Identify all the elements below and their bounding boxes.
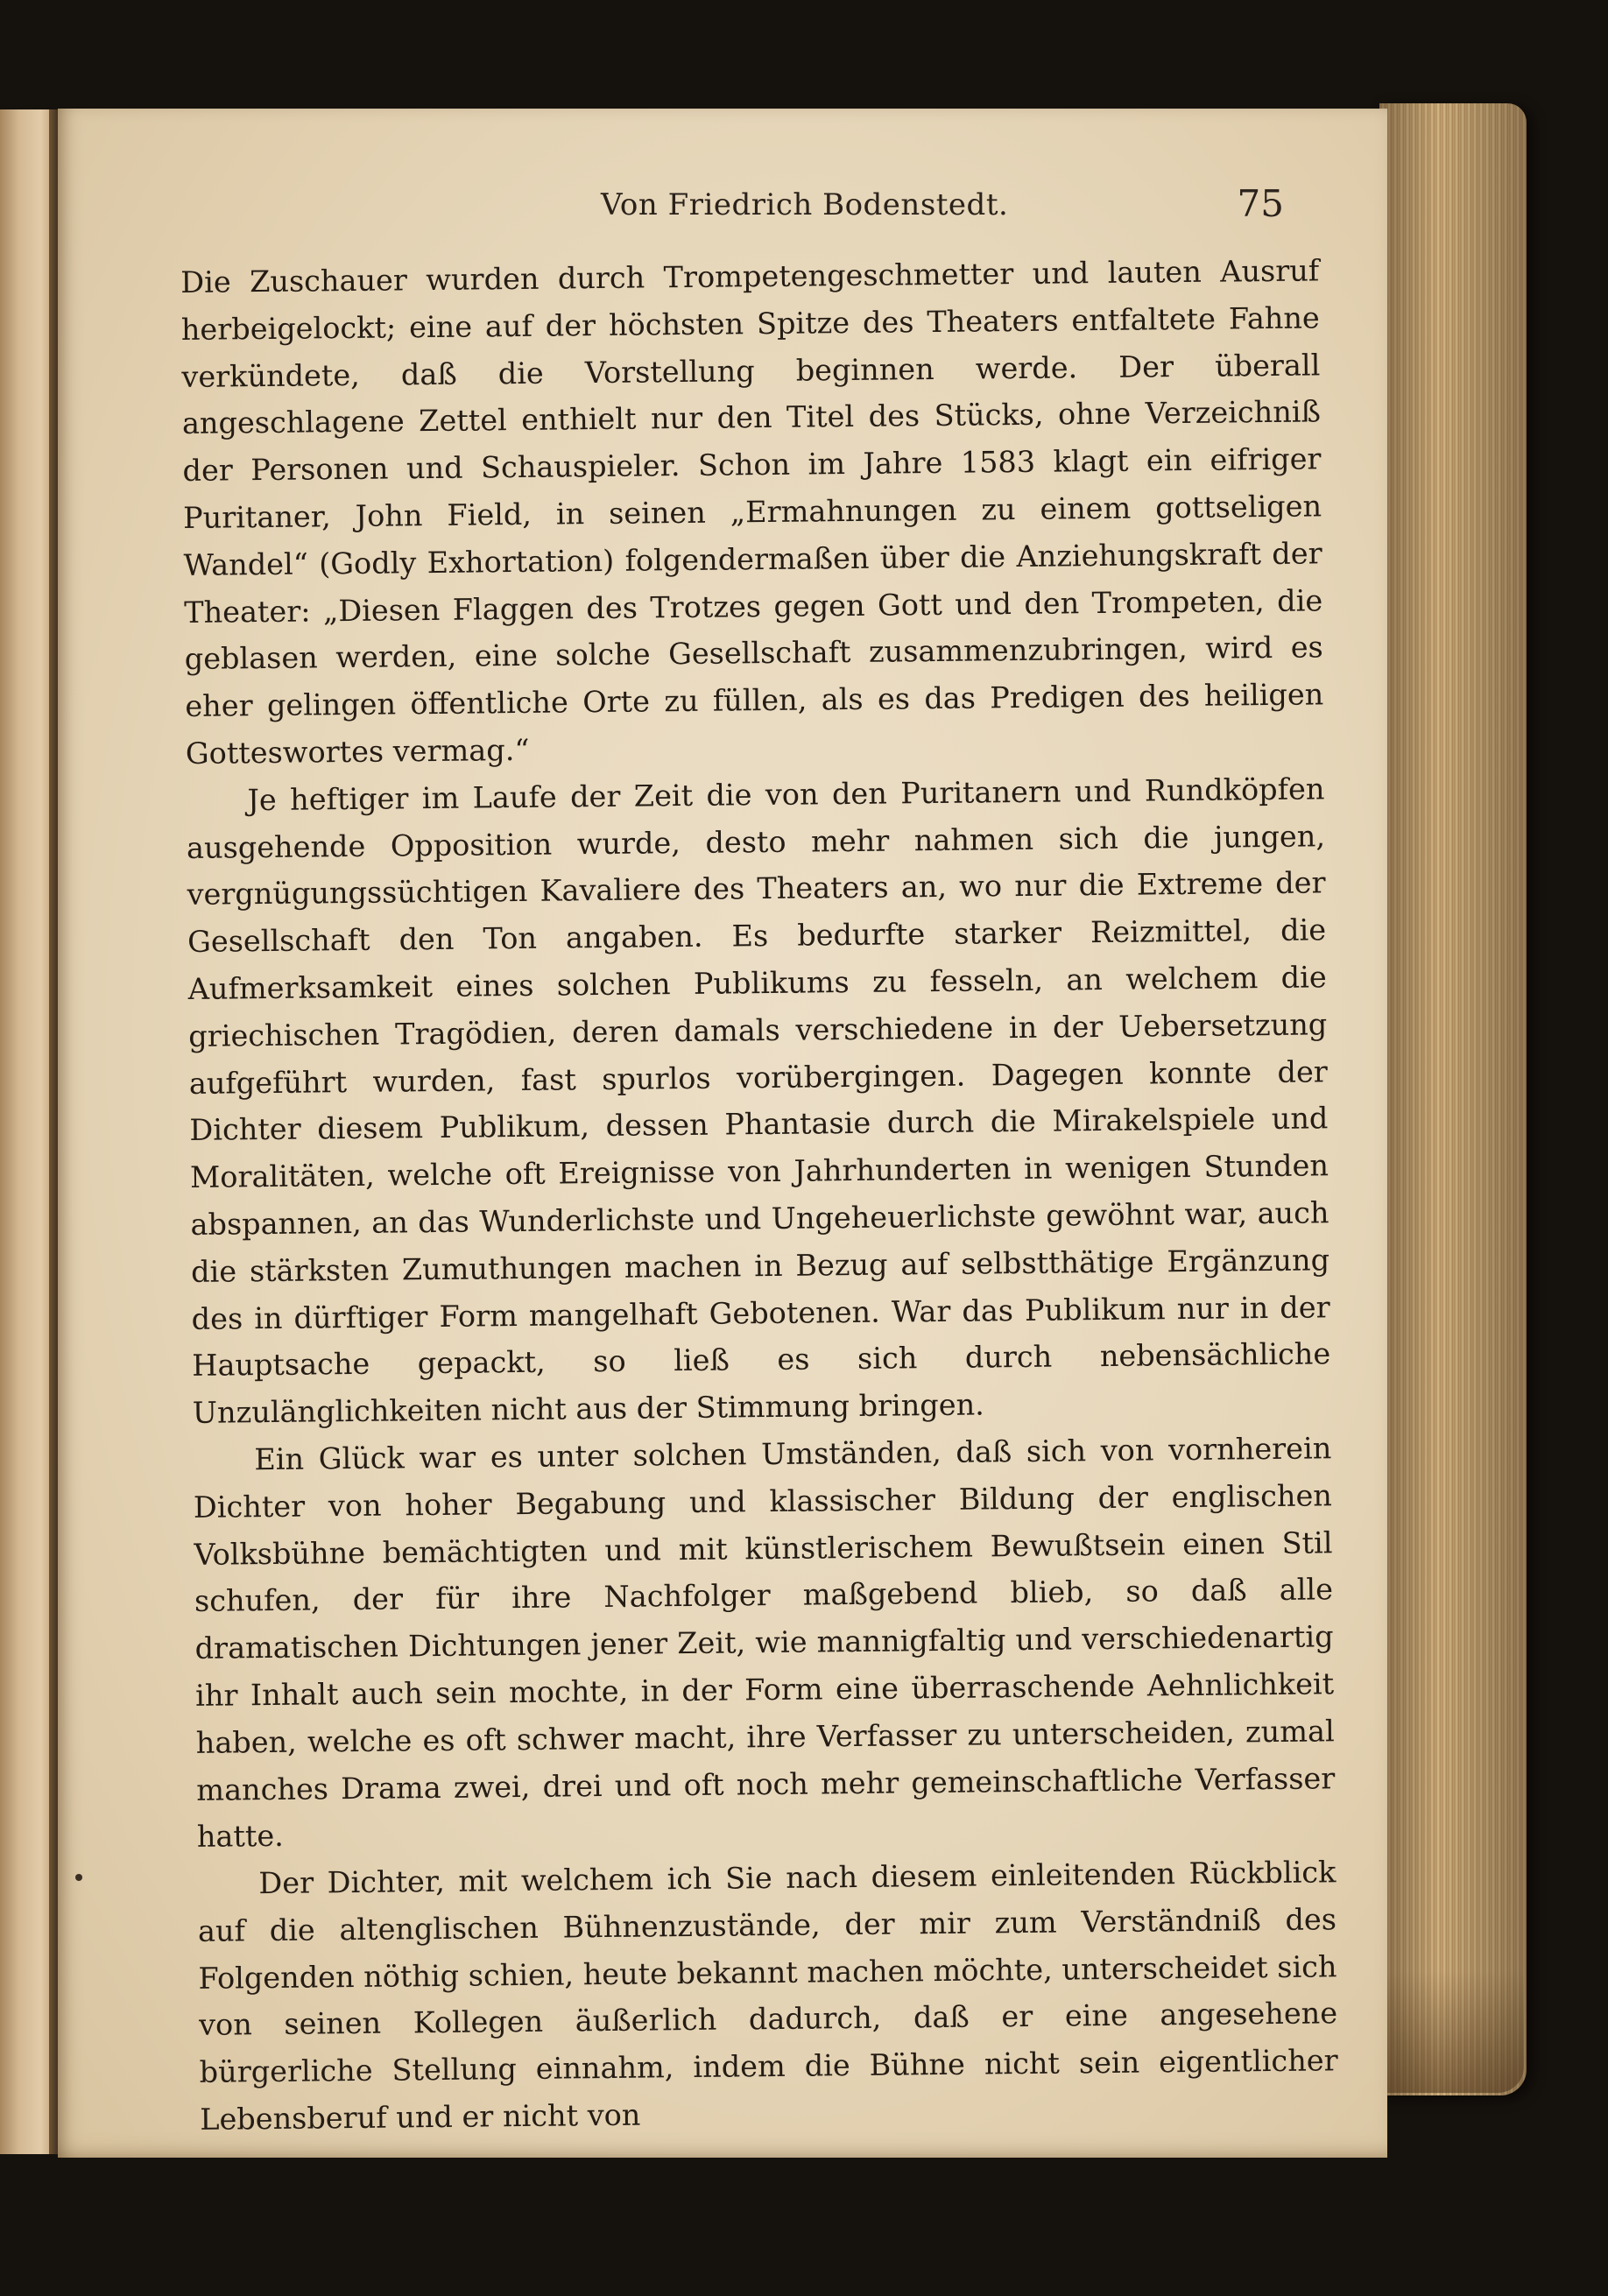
running-head: Von Friedrich Bodenstedt. bbox=[601, 187, 1009, 222]
book-page bbox=[58, 109, 1387, 2158]
paragraph-3: Ein Glück war es unter solchen Umständen, daß sich von vornherein Dichter von hoher Begabung und klassischer Bildung der englischen Volksbühne bemächtigten und mit künstlerischem Bewußtsein einen Stil schufen, der für ihre Nachfolger maßgebend blieb, so daß alle dramatischen Dichtungen jener Zeit, wie mannigfaltig und verschiedenartig ihr Inhalt auch sein mochte, in der Form eine überraschende Aehnlichkeit haben, welche es oft schwer macht, ihre Verfasser zu unterscheiden, zumal manches Drama zwei, drei und oft noch mehr gemeinschaftliche Verfasser hatte. bbox=[193, 1431, 1336, 1855]
paragraph-2: Je heftiger im Laufe der Zeit die von den Puritanern und Rundköpfen ausgehende Opposition wurde, desto mehr nahmen sich die jungen, vergnügungssüchtigen Kavaliere des Theaters an, wo nur die Extreme der Gesellschaft den Ton angaben. Es bedurfte starker Reizmittel, die Aufmerksamkeit eines solchen Publikums zu fesseln, an welchem die griechischen Tragödien, deren damals verschiedene in der Uebersetzung aufgeführt wurden, fast spurlos vorübergingen. Dagegen konnte der Dichter diesem Publikum, dessen Phantasie durch die Mirakelspiele und Moralitäten, welche oft Ereignisse von Jahrhunderten in wenigen Stunden abspannen, an das Wunderlichste und Ungeheuerlichste gewöhnt war, auch die stärksten Zumuthungen machen in Bezug auf selbstthätige Ergänzung des in dürftiger Form mangelhaft Gebotenen. War das Publikum nur in der Hauptsache gepackt, so ließ es sich durch nebensächliche Unzulänglichkeiten nicht aus der Stimmung bringen. bbox=[186, 771, 1331, 1431]
page-block-shade bbox=[1379, 103, 1527, 2095]
paragraph-4: Der Dichter, mit welchem ich Sie nach diesem einleitenden Rückblick auf die altenglischen Bühnenzustände, der mir zum Verständniß des Folgenden nöthig schien, heute bekannt machen möchte, unterscheidet sich von seinen Kollegen äußerlich dadurch, daß er eine angesehene bürgerliche Stellung einnahm, indem die Bühne nicht sein eigentlicher Lebensberuf und er nicht von bbox=[197, 1855, 1338, 2137]
page-block-bottom-shade bbox=[1384, 1970, 1524, 2093]
paragraph-1: Die Zuschauer wurden durch Trompetengeschmetter und lauten Ausruf herbeigelockt; eine auf der höchsten Spitze des Theaters entfaltete Fahne verkündete, daß die Vorstellung beginnen werde. Der überall angeschlagene Zettel enthielt nur den Titel des Stücks, ohne Verzeichniß der Personen und Schauspieler. Schon im Jahre 1583 klagt ein eifriger Puritaner, John Field, in seinen „Ermahnungen zu einem gottseligen Wandel“ (Godly Exhortation) folgendermaßen über die Anziehungskraft der Theater: „Diesen Flaggen des Trotzes gegen Gott und den Trompeten, die geblasen werden, eine solche Gesellschaft zusammenzubringen, wird es eher gelingen öffentliche Orte zu füllen, als es das Predigen des heiligen Gotteswortes vermag.“ bbox=[180, 253, 1324, 771]
facing-page-edge bbox=[0, 109, 54, 2154]
page-number: 75 bbox=[1237, 182, 1284, 225]
ink-spot bbox=[75, 1874, 82, 1881]
page-body bbox=[180, 247, 1338, 2143]
page-header bbox=[180, 179, 1284, 240]
